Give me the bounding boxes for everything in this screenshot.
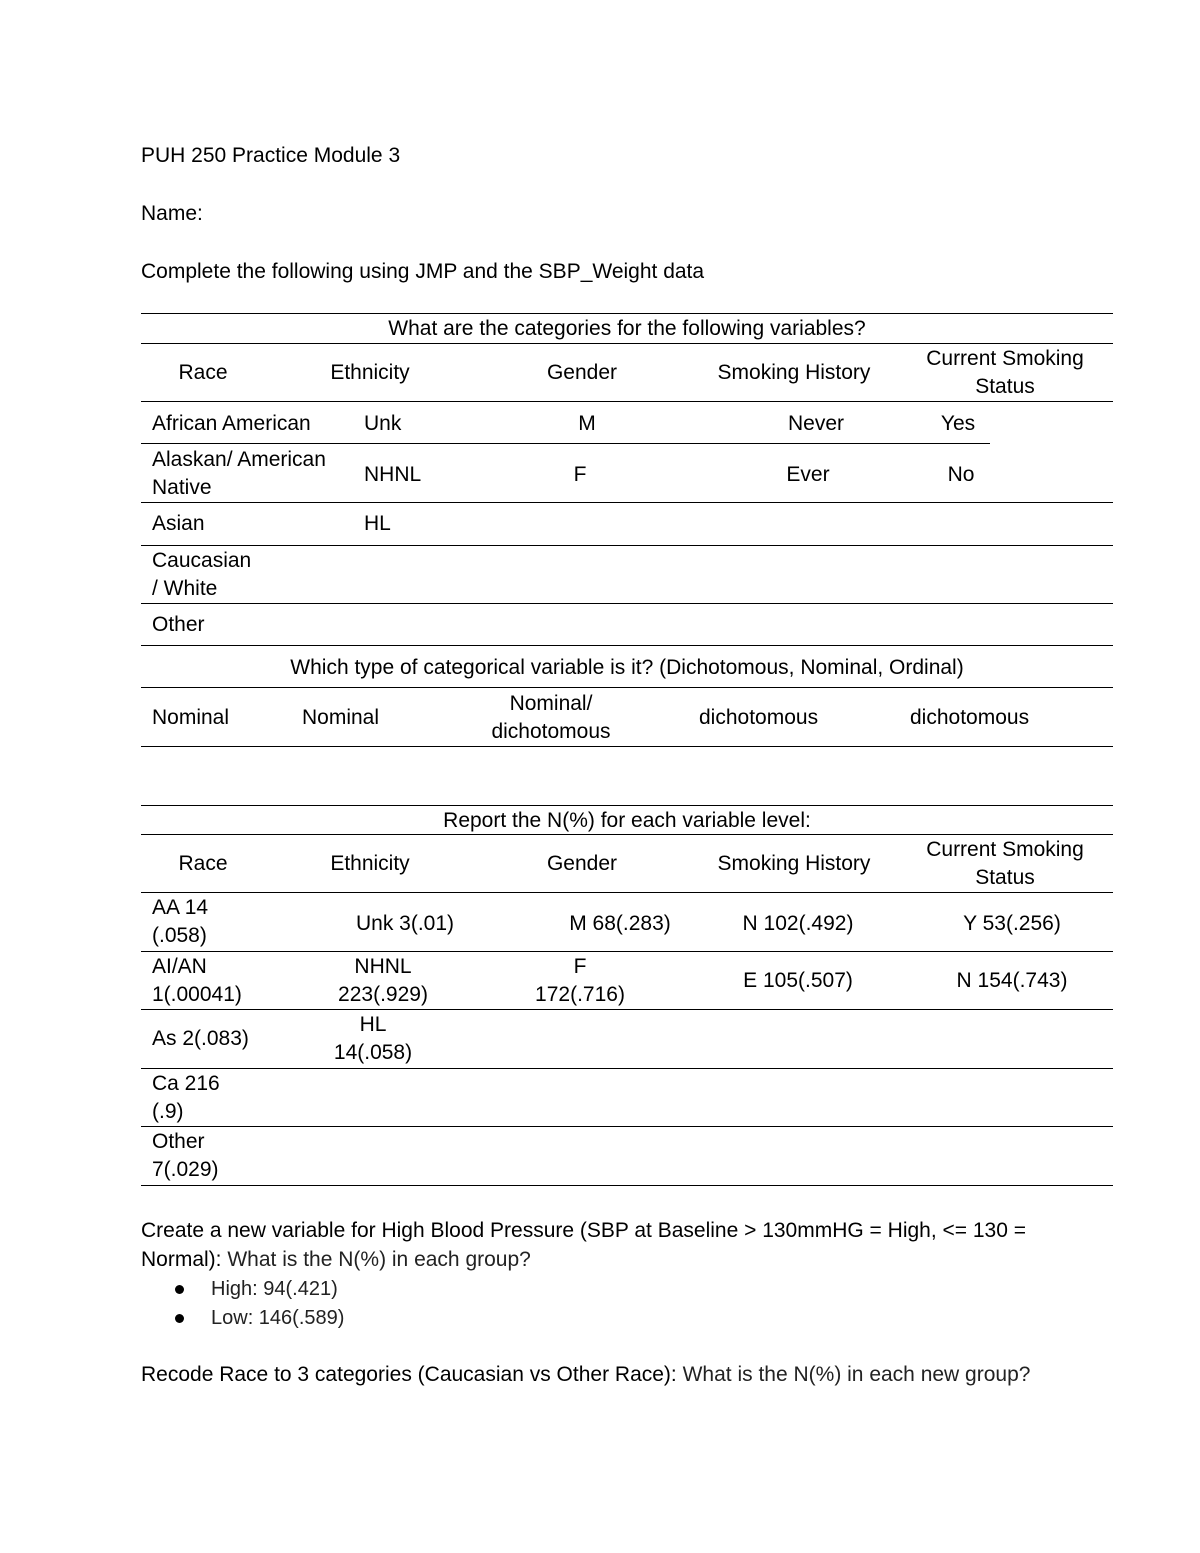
- table-rule: [141, 545, 1113, 546]
- table-rule: [141, 834, 1113, 835]
- list-item: High: 94(.421): [141, 1275, 344, 1304]
- column-header: Gender: [546, 852, 618, 875]
- bp-question-bold: Create a new variable for High Blood Pressure (SBP at Baseline > 130mmHG = High, <= 130 = Normal):: [141, 1219, 1027, 1271]
- table-cell: Asian: [152, 512, 205, 535]
- column-header: Current Smoking Status: [926, 838, 1084, 889]
- type-cell: Nominal: [152, 706, 230, 729]
- table-rule: [141, 443, 990, 444]
- table-rule: [141, 645, 1113, 646]
- table-rule: [141, 1185, 1113, 1186]
- name-label: Name:: [141, 202, 203, 225]
- bullet-icon: [175, 1314, 184, 1323]
- recode-question: [141, 1360, 1121, 1389]
- table-cell: Ca 216 (.9): [152, 1072, 220, 1123]
- table-cell: Unk: [364, 412, 402, 435]
- table-rule: [141, 1126, 1113, 1127]
- column-header: Ethnicity: [330, 852, 410, 875]
- type-cell: dichotomous: [910, 706, 1030, 729]
- table-cell: HL 14(.058): [333, 1013, 413, 1064]
- bp-question: [141, 1216, 1081, 1274]
- column-header: Gender: [546, 361, 618, 384]
- table-cell: Never: [787, 412, 845, 435]
- column-header: Smoking History: [717, 361, 871, 384]
- bp-answers-list: [141, 1275, 344, 1333]
- table-cell: F: [573, 463, 587, 486]
- table-cell: E 105(.507): [743, 969, 853, 992]
- column-header: Race: [178, 361, 228, 384]
- table-cell: Yes: [940, 412, 976, 435]
- table-cell: Ever: [786, 463, 830, 486]
- bullet-icon: [175, 1285, 184, 1294]
- type-cell: dichotomous: [699, 706, 819, 729]
- table-rule: [141, 401, 1113, 402]
- column-header: Current Smoking Status: [926, 347, 1084, 398]
- type-cell: Nominal: [302, 706, 380, 729]
- table-rule: [141, 1009, 1113, 1010]
- recode-question-bold: Recode Race to 3 categories (Caucasian vs Other Race):: [141, 1363, 677, 1386]
- table-cell: Unk 3(.01): [355, 912, 455, 935]
- table-rule: [141, 1068, 1113, 1069]
- table-cell: Other 7(.029): [152, 1130, 219, 1181]
- table-cell: M 68(.283): [569, 912, 671, 935]
- type-cell: Nominal/ dichotomous: [491, 692, 611, 743]
- type-question: Which type of categorical variable is it? (Dichotomous, Nominal, Ordinal): [290, 656, 964, 679]
- table-rule: [141, 603, 1113, 604]
- list-item: Low: 146(.589): [141, 1304, 344, 1333]
- bp-question-text: What is the N(%) in each group?: [227, 1248, 531, 1271]
- table-cell: M: [578, 412, 596, 435]
- table-cell: AA 14 (.058): [152, 896, 209, 947]
- table-cell: AI/AN 1(.00041): [152, 955, 242, 1006]
- table-cell: As 2(.083): [152, 1027, 249, 1050]
- instructions: Complete the following using JMP and the SBP_Weight data: [141, 260, 705, 283]
- recode-question-text: What is the N(%) in each new group?: [682, 1363, 1031, 1386]
- table-rule: [141, 502, 1113, 503]
- table-cell: No: [947, 463, 975, 486]
- table-cell: F 172(.716): [535, 955, 625, 1006]
- table-rule: [141, 951, 1113, 952]
- table-rule: [141, 805, 1113, 806]
- table-cell: N 102(.492): [742, 912, 854, 935]
- table-cell: Alaskan/ American Native: [152, 448, 326, 499]
- table-cell: NHNL: [364, 463, 422, 486]
- document-title: PUH 250 Practice Module 3: [141, 144, 401, 167]
- table-cell: Other: [152, 613, 205, 636]
- table-cell: Caucasian / White: [152, 549, 252, 600]
- table-title: What are the categories for the following variables?: [388, 317, 866, 340]
- table-cell: Y 53(.256): [963, 912, 1061, 935]
- table-rule: [141, 343, 1113, 344]
- table-rule: [141, 746, 1113, 747]
- table-rule: [141, 313, 1113, 314]
- column-header: Ethnicity: [330, 361, 410, 384]
- table-rule: [141, 892, 1113, 893]
- column-header: Race: [178, 852, 228, 875]
- column-header: Smoking History: [717, 852, 871, 875]
- table-title: Report the N(%) for each variable level:: [443, 809, 811, 832]
- table-cell: HL: [364, 512, 391, 535]
- table-cell: NHNL 223(.929): [338, 955, 428, 1006]
- table-cell: African American: [152, 412, 311, 435]
- table-rule: [141, 687, 1113, 688]
- table-cell: N 154(.743): [956, 969, 1068, 992]
